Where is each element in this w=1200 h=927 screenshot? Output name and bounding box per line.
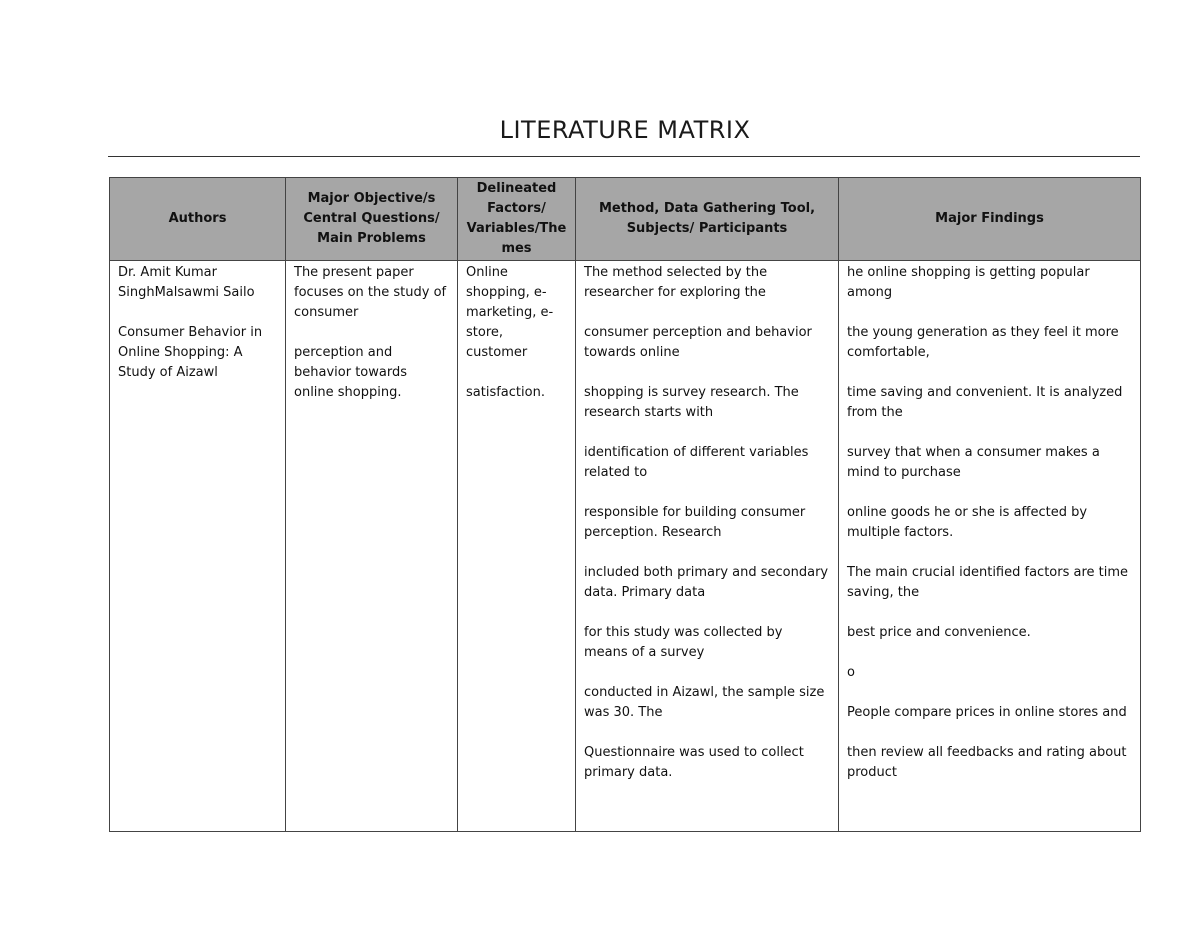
title-underline [108,156,1140,157]
objective-paragraph: perception and behavior towards online shopping. [294,345,407,400]
findings-paragraph: survey that when a consumer makes a mind to purchase [847,445,1100,480]
method-paragraph: shopping is survey research. The research starts with [584,385,799,420]
header-major-findings: Major Findings [839,178,1141,261]
method-paragraph: consumer perception and behavior towards online [584,325,812,360]
study-title: Consumer Behavior in Online Shopping: A Study of Aizawl [118,325,263,380]
page-title: LITERATURE MATRIX [499,116,751,144]
header-major-objectives: Major Objective/s Central Questions/ Main Problems [286,178,458,261]
author-names: Dr. Amit Kumar SinghMalsawmi Sailo [118,265,255,300]
objective-paragraph: The present paper focuses on the study of consumer [294,265,447,320]
findings-paragraph: time saving and convenient. It is analyzed from the [847,385,1123,420]
literature-matrix-table [109,177,1141,832]
findings-paragraph: best price and convenience. [847,625,1031,640]
findings-paragraph: he online shopping is getting popular among [847,265,1090,300]
cell-factors [458,261,576,832]
table-header-row [110,178,1141,261]
method-paragraph: responsible for building consumer perception. Research [584,505,806,540]
findings-paragraph: the young generation as they feel it more comfortable, [847,325,1119,360]
method-paragraph: Questionnaire was used to collect primary data. [584,745,804,780]
header-delineated-factors: Delineated Factors/ Variables/The mes [458,178,576,261]
table-row [110,261,1141,832]
header-method: Method, Data Gathering Tool, Subjects/ Participants [576,178,839,261]
findings-paragraph: The main crucial identified factors are time saving, the [847,565,1129,600]
method-paragraph: identification of different variables related to [584,445,809,480]
factors-paragraph: satisfaction. [466,385,545,400]
method-paragraph: The method selected by the researcher for exploring the [584,265,768,300]
cell-authors [110,261,286,832]
findings-bullet: o [847,665,855,680]
findings-paragraph: then review all feedbacks and rating about product [847,745,1127,780]
method-paragraph: for this study was collected by means of a survey [584,625,783,660]
header-authors: Authors [110,178,286,261]
findings-paragraph: online goods he or she is affected by multiple factors. [847,505,1088,540]
cell-findings [839,261,1141,832]
cell-method [576,261,839,832]
method-paragraph: conducted in Aizawl, the sample size was 30. The [584,685,825,720]
cell-objectives [286,261,458,832]
findings-paragraph: People compare prices in online stores and [847,705,1127,720]
factors-paragraph: Online shopping, e-marketing, e-store, customer [466,265,554,360]
method-paragraph: included both primary and secondary data. Primary data [584,565,829,600]
